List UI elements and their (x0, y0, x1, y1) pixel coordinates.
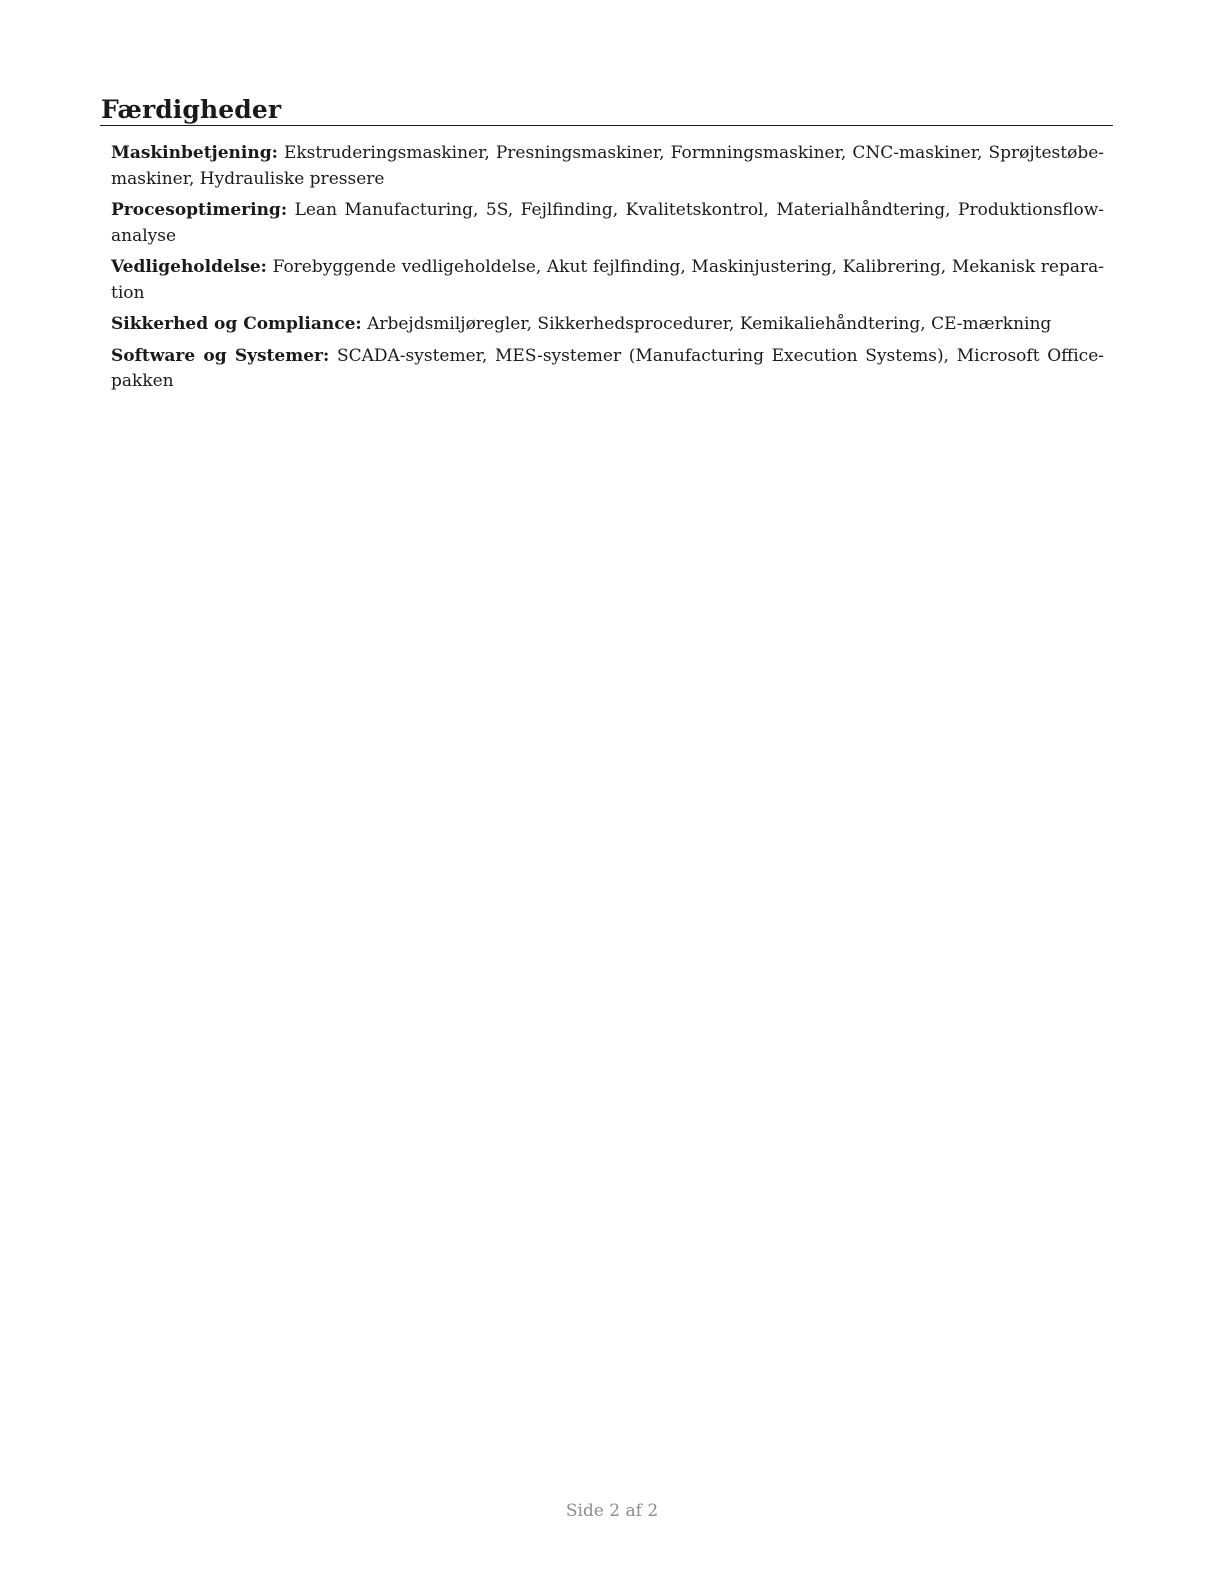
skill-label: Procesoptimering: (111, 200, 288, 220)
skill-item-machine-operation (111, 141, 1104, 192)
skill-item-process-optimization (111, 198, 1104, 249)
skill-text: Arbejdsmiljøregler, Sikkerhedsprocedurer, Kemikaliehåndtering, CE-mærkning (367, 314, 1052, 334)
skill-item-maintenance (111, 255, 1104, 306)
section-title: Færdigheder (101, 95, 282, 124)
skills-list (100, 141, 1113, 395)
skill-label: Vedligeholdelse: (111, 257, 267, 277)
skill-text: Ekstruderingsmaskiner, Presningsmaskiner, Formningsmaskiner, CNC-maskiner, Sprøjtestøbemaskiner, Hydrauliske pressere (111, 143, 1105, 189)
skill-label: Maskinbetjening: (111, 143, 278, 163)
skills-section (100, 94, 1113, 401)
skill-item-software-systems (111, 344, 1104, 395)
skill-text: Forebyggende vedligeholdelse, Akut fejlfinding, Maskinjustering, Kalibrering, Mekanisk reparation (111, 257, 1105, 303)
skill-label: Software og Systemer: (111, 345, 330, 366)
skill-label: Sikkerhed og Compliance: (111, 314, 362, 334)
section-divider (100, 125, 1113, 126)
skill-text: SCADA-systemer, MES-systemer (Manufacturing Execution Systems), Microsoft Officepakken (111, 345, 1105, 391)
skill-text: Lean Manufacturing, 5S, Fejlfinding, Kvalitetskontrol, Materialhåndtering, Produktionsflowanalyse (111, 200, 1105, 246)
page-number: Side 2 af 2 (565, 1501, 659, 1521)
skill-item-safety-compliance (111, 312, 1104, 338)
